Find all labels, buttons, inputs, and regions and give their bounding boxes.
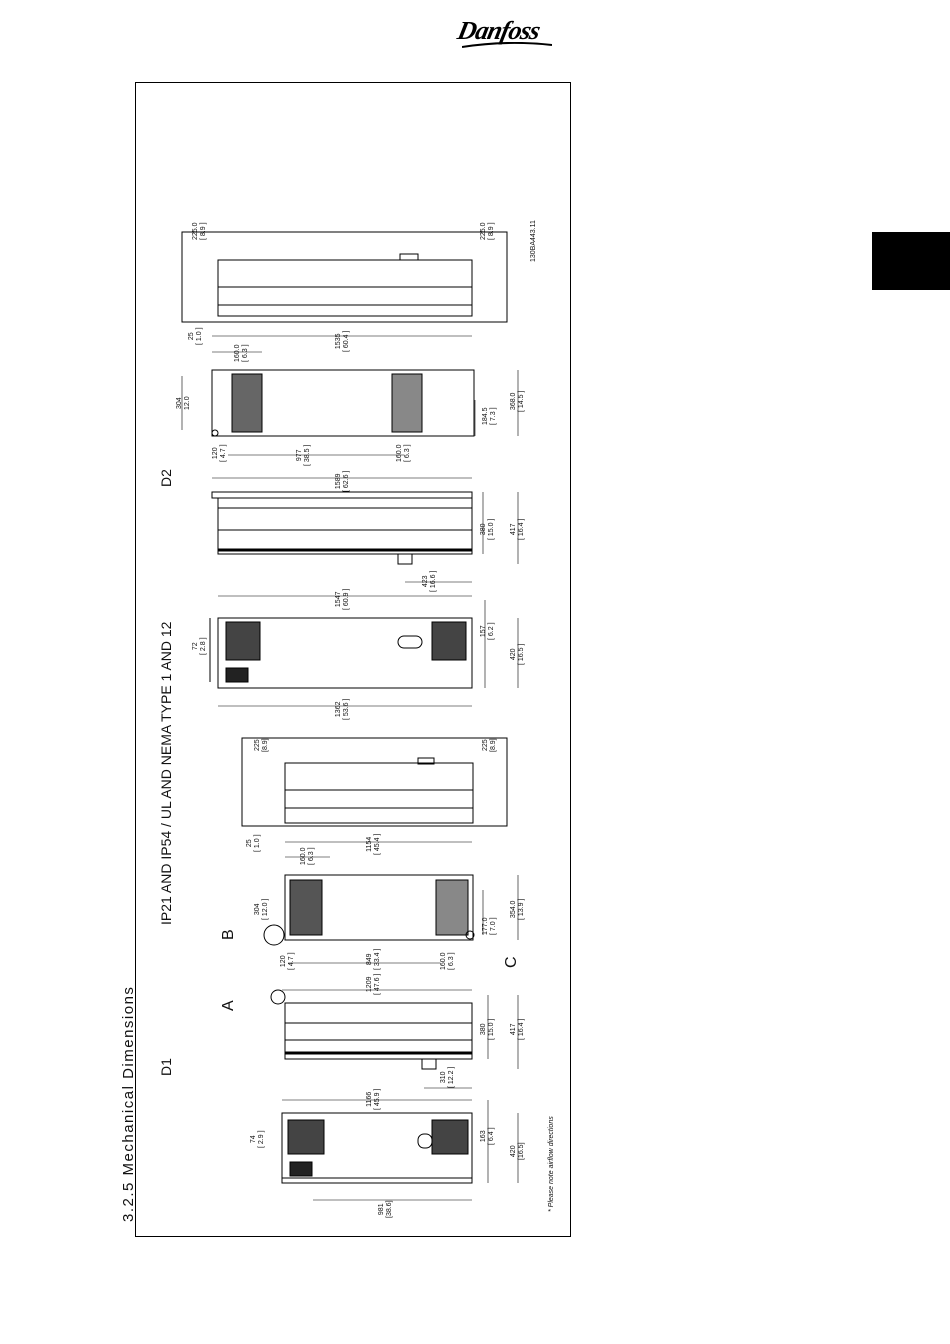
dim-label: 981 [38.6] xyxy=(378,1200,393,1218)
d1-airflow-view xyxy=(242,738,507,826)
callout-c: C xyxy=(503,956,520,968)
dim-label: 1209 [ 47.6 ] xyxy=(366,973,381,995)
dim-label: 120 [ 4.7 ] xyxy=(280,952,295,970)
dim-label: 1535 [ 60.4 ] xyxy=(335,330,350,352)
dim-label: 1362 [ 53.6 ] xyxy=(335,698,350,720)
dim-label: 380 [ 15.0 ] xyxy=(480,518,495,540)
frame-label-d1: D1 xyxy=(158,1058,174,1076)
callout-b: B xyxy=(220,929,237,940)
dim-label: 160.0 [ 6.3 ] xyxy=(440,952,455,970)
dim-label: 417 [ 16.4 ] xyxy=(510,518,525,540)
figure-heading: IP21 AND IP54 / UL AND NEMA TYPE 1 AND 12 xyxy=(158,621,174,925)
dim-label: 310 [ 12.2 ] xyxy=(440,1066,455,1088)
figure-code: 130BA443.11 xyxy=(530,220,537,262)
callout-a: A xyxy=(220,1000,237,1011)
dim-label: 160.0 [ 6.3 ] xyxy=(234,344,249,362)
dim-label: 25 [ 1.0 ] xyxy=(188,327,203,345)
dim-label: 420 [16.5] xyxy=(510,1142,525,1160)
dim-label: 120 [ 4.7 ] xyxy=(212,444,227,462)
d1-front-view xyxy=(282,1113,472,1183)
dim-label: 225.0 [ 8.9 ] xyxy=(192,222,207,240)
dim-label: 225.0 [ 8.9 ] xyxy=(480,222,495,240)
dim-label: 368.0 [ 14.5 ] xyxy=(510,390,525,412)
dim-label: 157 [ 6.2 ] xyxy=(480,622,495,640)
dim-label: 74 [ 2.9 ] xyxy=(250,1130,265,1148)
dim-label: 849 [ 33.4 ] xyxy=(366,948,381,970)
dim-label: 163 [ 6.4 ] xyxy=(480,1127,495,1145)
dim-label: 304 [ 12.0 ] xyxy=(254,898,269,920)
dim-label: 160.0 [ 6.3 ] xyxy=(300,847,315,865)
dim-label: 225 [8.9] xyxy=(254,738,269,752)
dim-label: 1589 [ 62.6 ] xyxy=(335,470,350,492)
dim-label: 417 [ 16.4 ] xyxy=(510,1018,525,1040)
dim-label: 25 [ 1.0 ] xyxy=(246,834,261,852)
dim-label: 354.0 [ 13.9 ] xyxy=(510,898,525,920)
d1-side-view xyxy=(271,990,472,1069)
dim-label: 423 [ 16.6 ] xyxy=(422,570,437,592)
d2-top-view xyxy=(212,370,474,436)
dim-label: 225 [8.9] xyxy=(482,738,497,752)
logo-text: Danfoss xyxy=(455,16,543,45)
dim-label: 380 [ 15.0 ] xyxy=(480,1018,495,1040)
dim-label: 1154 [ 45.4 ] xyxy=(366,833,381,855)
dim-label: 72 [ 2.8 ] xyxy=(192,637,207,655)
d1-top-view xyxy=(264,875,474,945)
section-title: 3.2.5 Mechanical Dimensions xyxy=(120,985,137,1222)
dim-label: 1547 [ 60.9 ] xyxy=(335,588,350,610)
frame-label-d2: D2 xyxy=(158,469,174,487)
airflow-note: * Please note airflow directions xyxy=(548,1116,555,1212)
dim-label: 184.5 [ 7.3 ] xyxy=(482,407,497,425)
d2-airflow-view xyxy=(182,232,507,322)
dim-label: 160.0 [ 6.3 ] xyxy=(396,444,411,462)
dim-label: 1166 [ 45.9 ] xyxy=(366,1088,381,1110)
dim-label: 420 [ 16.5 ] xyxy=(510,643,525,665)
dim-label: 304 12.0 xyxy=(176,396,191,410)
d2-front-view xyxy=(210,618,472,688)
dim-label: 977 [ 38.5 ] xyxy=(296,444,311,466)
d2-side-view xyxy=(212,492,472,564)
dim-label: 177.0 [ 7.0 ] xyxy=(482,917,497,935)
